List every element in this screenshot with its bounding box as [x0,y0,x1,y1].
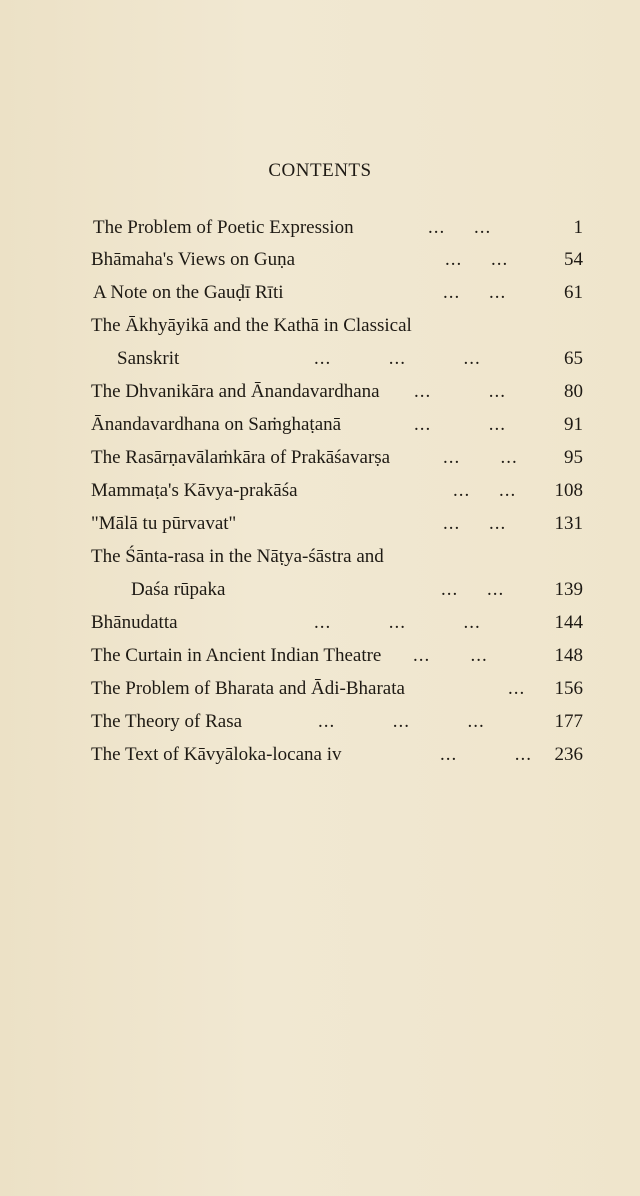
toc-entry [0,283,640,307]
toc-entry-page-number: 148 [554,645,583,666]
toc-entry [0,712,640,736]
toc-entry [0,448,640,472]
toc-entry [0,745,640,769]
toc-entry-title: The Curtain in Ancient Indian Theatre [91,645,382,666]
toc-entry-title: The Ākhyāyikā and the Kathā in Classical [91,315,412,336]
toc-entry-leader-dots: ... ... [414,414,506,435]
toc-entry-title: Bhānudatta [91,612,178,633]
toc-entry-title: Mammaṭa's Kāvya-prakāśa [91,480,298,501]
toc-entry-leader-dots: ... ... [440,744,532,765]
toc-entry-title: Ānandavardhana on Saṁghaṭanā [91,414,342,435]
toc-entry-page-number: 91 [564,414,583,435]
toc-entry-page-number: 131 [554,513,583,534]
toc-entry-leader-dots: ... ... [441,579,505,600]
toc-entry-leader-dots: ... ... ... [314,348,481,369]
toc-entry-page-number: 177 [554,711,583,732]
toc-entry-title: The Problem of Bharata and Ādi-Bharata [91,678,405,699]
toc-entry-leader-dots: ... ... [443,282,507,303]
toc-entry-title: The Text of Kāvyāloka-locana iv [91,744,342,765]
toc-entry-title: The Problem of Poetic Expression [93,217,354,238]
toc-entry-leader-dots: ... ... [453,480,517,501]
toc-entry-title: The Śānta-rasa in the Nāṭya-śāstra and [91,546,384,567]
toc-entry-page-number: 144 [554,612,583,633]
toc-entry [0,218,640,242]
toc-entry [0,514,640,538]
toc-entry-page-number: 61 [564,282,583,303]
toc-entry-page-number: 156 [554,678,583,699]
toc-entry [0,316,640,340]
toc-entry-title: "Mālā tu pūrvavat" [91,513,237,534]
toc-entry-leader-dots: ... [508,678,526,699]
toc-entry-title: Sanskrit [117,348,180,369]
toc-entry [0,580,640,604]
toc-entry-page-number: 65 [564,348,583,369]
toc-entry-page-number: 95 [564,447,583,468]
toc-entry-page-number: 236 [554,744,583,765]
toc-entry-title: Daśa rūpaka [131,579,226,600]
toc-entry-title: The Theory of Rasa [91,711,243,732]
toc-entry-title: The Rasārṇavālaṁkāra of Prakāśavarṣa [91,447,391,468]
toc-entry-title: A Note on the Gauḍī Rīti [93,282,284,303]
toc-entry-title: Bhāmaha's Views on Guṇa [91,249,296,270]
toc-entry-leader-dots: ... ... ... [314,612,481,633]
toc-entry-leader-dots: ... ... [443,513,507,534]
toc-entry [0,415,640,439]
toc-entry-page-number: 108 [554,480,583,501]
toc-entry [0,481,640,505]
toc-entry-leader-dots: ... ... [443,447,518,468]
toc-entry-page-number: 139 [554,579,583,600]
toc-entry [0,679,640,703]
toc-entry [0,646,640,670]
toc-entry-leader-dots: ... ... [445,249,509,270]
toc-entry-page-number: 1 [573,217,583,238]
toc-entry [0,547,640,571]
toc-entry [0,613,640,637]
toc-entry [0,250,640,274]
toc-entry [0,382,640,406]
toc-entry-leader-dots: ... ... [414,381,506,402]
contents-heading: CONTENTS [268,160,372,181]
toc-entry-page-number: 54 [564,249,583,270]
toc-entry [0,349,640,373]
toc-entry-leader-dots: ... ... [413,645,488,666]
toc-entry-leader-dots: ... ... [428,217,492,238]
toc-entry-title: The Dhvanikāra and Ānandavardhana [91,381,380,402]
toc-entry-leader-dots: ... ... ... [318,711,485,732]
toc-entry-page-number: 80 [564,381,583,402]
